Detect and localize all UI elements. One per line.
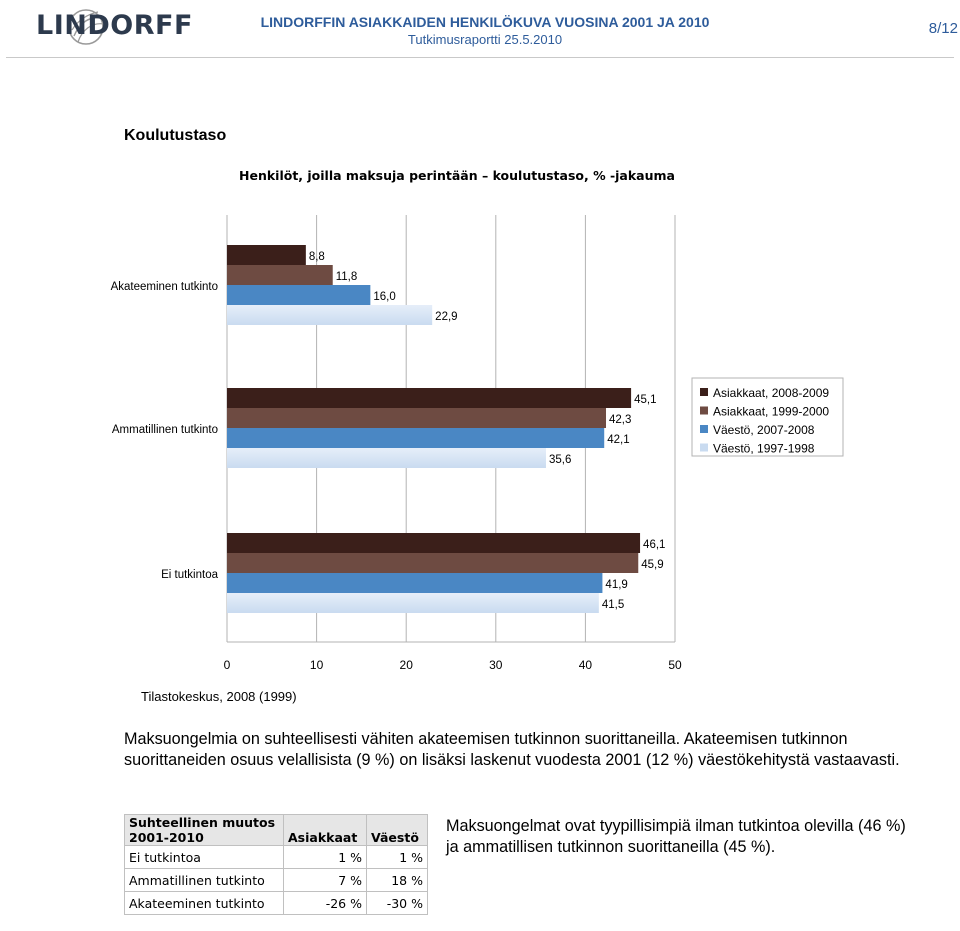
category-label: Ammatillinen tutkinto — [111, 424, 218, 436]
report-title: LINDORFFIN ASIAKKAIDEN HENKILÖKUVA VUOSINA 2001 JA 2010 — [260, 14, 710, 30]
x-tick-label: 50 — [668, 658, 682, 672]
bar-value-label: 35,6 — [548, 454, 572, 466]
table-cell: -30 % — [367, 892, 428, 915]
legend-entry: Väestö, 2007-2008 — [713, 423, 815, 437]
legend-entry: Asiakkaat, 2008-2009 — [713, 386, 830, 400]
chart-title: Henkilöt, joilla maksuja perintään – koulutustaso, % -jakauma — [239, 168, 675, 183]
table-header-row — [125, 815, 428, 846]
bar-value-label: 41,5 — [601, 599, 625, 611]
logo-text: LINDORFF — [36, 10, 193, 41]
bar-value-label: 22,9 — [435, 311, 458, 323]
table-cell: Ammatillinen tutkinto — [125, 869, 284, 892]
legend-entry: Asiakkaat, 1999-2000 — [713, 404, 830, 419]
bar — [227, 265, 333, 285]
bar-value-label: 8,8 — [308, 251, 325, 263]
table-header-cell: Suhteellinen muutos 2001-2010 — [125, 815, 284, 846]
legend-swatch — [700, 444, 708, 452]
relative-change-table — [124, 814, 428, 915]
table-cell: 18 % — [367, 869, 428, 892]
bar — [227, 245, 306, 265]
bar-value-label: 16,0 — [373, 291, 396, 303]
legend-swatch — [700, 425, 708, 433]
bar — [227, 593, 599, 613]
bar — [227, 428, 604, 448]
x-tick-label: 0 — [223, 658, 231, 672]
legend-swatch — [700, 388, 708, 396]
category-label: Ei tutkintoa — [161, 569, 218, 581]
table-row — [125, 846, 428, 869]
bar-value-label: 45,9 — [641, 559, 664, 571]
section-title: Koulutustaso — [124, 127, 227, 144]
bar-value-label: 42,3 — [609, 414, 632, 426]
header-divider — [6, 57, 954, 58]
bar — [227, 448, 546, 468]
bar-value-label: 42,1 — [607, 434, 630, 446]
bar — [227, 285, 370, 305]
bar — [227, 305, 432, 325]
table-cell: Akateeminen tutkinto — [125, 892, 284, 915]
table-cell: -26 % — [284, 892, 367, 915]
bar-value-label: 45,1 — [634, 394, 657, 406]
legend-entry: Väestö, 1997-1998 — [713, 441, 815, 456]
table-header-cell: Asiakkaat — [284, 815, 367, 846]
table-cell: 7 % — [284, 869, 367, 892]
bar — [227, 573, 602, 593]
chart-legend — [692, 378, 843, 456]
x-tick-label: 40 — [578, 658, 593, 672]
table-cell: Ei tutkintoa — [125, 846, 284, 869]
report-subtitle: Tutkimusraportti 25.5.2010 — [407, 32, 563, 47]
table-row — [125, 892, 428, 915]
x-tick-label: 10 — [309, 658, 324, 672]
paragraph-summary: Maksuongelmia on suhteellisesti vähiten akateemisen tutkinnon suorittaneilla. Akateemisen tutkinnon suorittaneiden osuus velallisista (9 %) on lisäksi laskenut vuodesta 2001 (12 %) väestökehitystä vastaavasti. — [124, 730, 900, 769]
bar — [227, 408, 606, 428]
category-label: Akateeminen tutkinto — [110, 281, 218, 293]
legend-swatch — [700, 407, 708, 415]
bar — [227, 553, 638, 573]
bar-value-label: 46,1 — [643, 539, 666, 551]
bar — [227, 533, 640, 553]
table-row — [125, 869, 428, 892]
bar — [227, 388, 631, 408]
bar-value-label: 11,8 — [335, 271, 358, 283]
source-note: Tilastokeskus, 2008 (1999) — [141, 689, 297, 704]
table-cell: 1 % — [367, 846, 428, 869]
x-tick-label: 20 — [399, 658, 413, 672]
x-tick-label: 30 — [489, 658, 503, 672]
table-header-cell: Väestö — [367, 815, 428, 846]
education-bar-chart — [0, 160, 960, 680]
table-cell: 1 % — [284, 846, 367, 869]
bar-value-label: 41,9 — [605, 579, 628, 591]
page-number: 8/12 — [928, 20, 958, 37]
paragraph-conclusion: Maksuongelmat ovat tyypillisimpiä ilman tutkintoa olevilla (46 %) ja ammatillisen tutkinnon suorittaneilla (45 %). — [446, 817, 906, 856]
